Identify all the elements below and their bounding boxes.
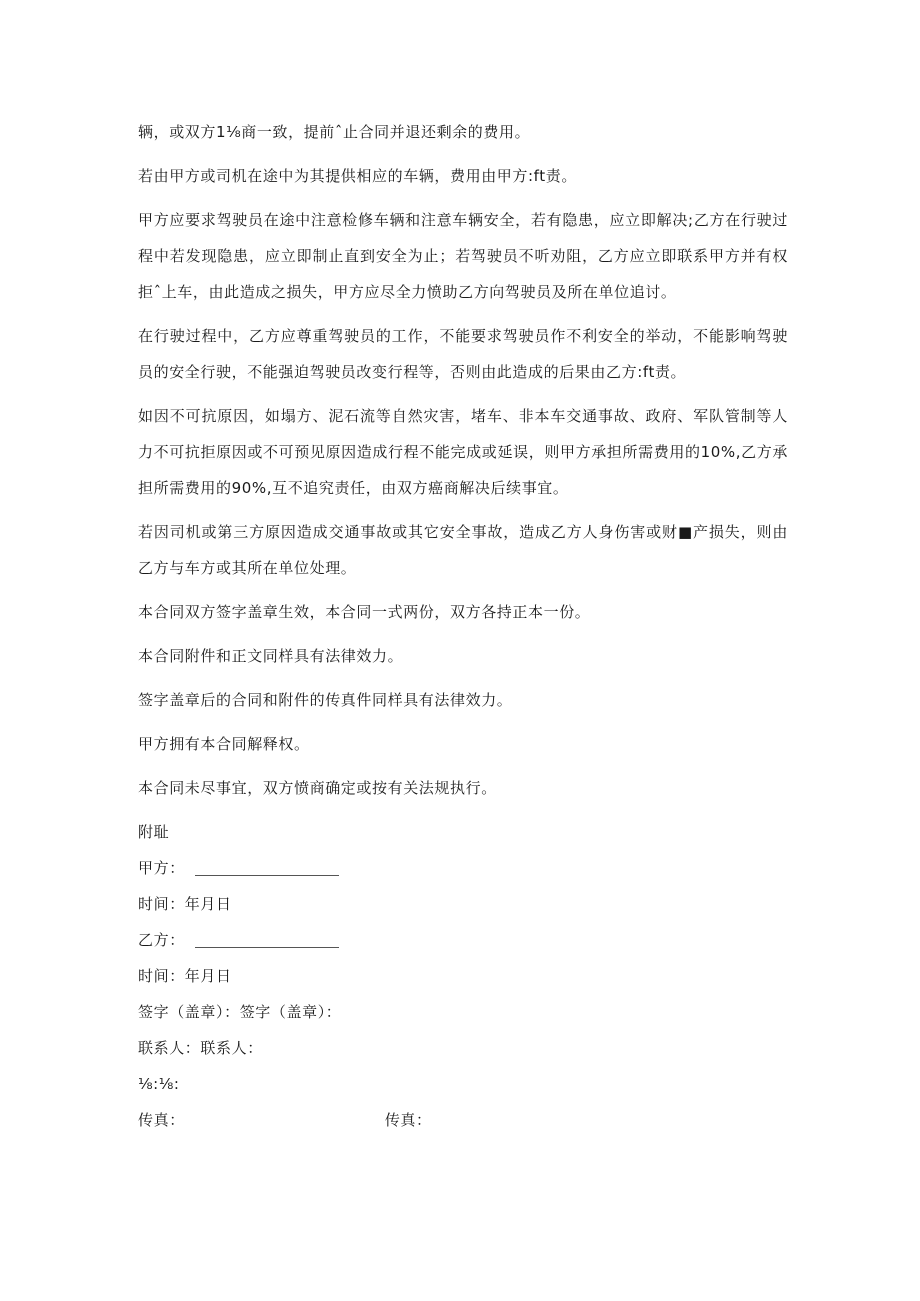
clause-interpretation: 甲方拥有本合同解释权。 xyxy=(138,735,310,753)
clause-effectiveness: 本合同双方签字盖章生效，本合同一式两份，双方各持正本一份。 xyxy=(138,603,591,621)
party-a-label: 甲方： xyxy=(138,859,185,877)
clause-replacement-vehicle: 若由甲方或司机在途中为其提供相应的车辆，费用由甲方:ft责。 xyxy=(138,167,577,185)
clause-accident: 若因司机或第三方原因造成交通事故或其它安全事故，造成乙方人身伤害或财■产损失，则由乙方与车方或其所在单位处理。 xyxy=(138,523,788,577)
phone-line: ⅛:⅛: xyxy=(138,1075,180,1093)
party-a-row xyxy=(138,850,788,886)
party-b-signature-blank[interactable] xyxy=(195,929,339,948)
clause-vehicle-safety: 甲方应要求驾驶员在途中注意检修车辆和注意车辆安全，若有隐患，应立即解决;乙方在行驶过程中若发现隐患，应立即制止直到安全为止；若驾驶员不听劝阻，乙方应立即联系甲方并有权拒ˆ上车，由此造成之损失，甲方应尽全力愤助乙方向驾驶员及所在单位追讨。 xyxy=(138,211,788,301)
contact-person-line: 联系人：联系人： xyxy=(138,1039,263,1057)
party-b-date: 时间：年月日 xyxy=(138,967,232,985)
party-b-row xyxy=(138,922,788,958)
contract-body xyxy=(138,114,788,1138)
party-a-signature-blank[interactable] xyxy=(195,857,339,876)
clause-force-majeure: 如因不可抗原因，如塌方、泥石流等自然灾害，堵车、非本车交通事故、政府、军队管制等人力不可抗拒原因或不可预见原因造成行程不能完成或延误，则甲方承担所需费用的10%,乙方承担所需费用的90%,互不追究责任，由双方癌商解决后续事宜。 xyxy=(138,407,788,497)
fax-label-right: 传真： xyxy=(384,1111,432,1129)
party-a-date: 时间：年月日 xyxy=(138,895,232,913)
clause-unresolved-matters: 本合同未尽事宜，双方愤商确定或按有关法规执行。 xyxy=(138,779,497,797)
clause-fax-validity: 签字盖章后的合同和附件的传真件同样具有法律效力。 xyxy=(138,691,513,709)
fax-row xyxy=(138,1102,788,1138)
signature-seal-line: 签字（盖章）：签字（盖章）： xyxy=(138,1003,342,1021)
clause-attachment-validity: 本合同附件和正文同样具有法律效力。 xyxy=(138,647,404,665)
clause-early-termination: 辆，或双方1⅛商一致，提前ˆ止合同并退还剩余的费用。 xyxy=(138,123,531,141)
attachment-label: 附耻 xyxy=(138,823,170,841)
clause-respect-driver: 在行驶过程中，乙方应尊重驾驶员的工作，不能要求驾驶员作不利安全的举动，不能影响驾驶员的安全行驶，不能强迫驾驶员改变行程等，否则由此造成的后果由乙方:ft责。 xyxy=(138,327,788,381)
fax-label-left: 传真： xyxy=(138,1111,185,1129)
party-b-label: 乙方： xyxy=(138,931,185,949)
